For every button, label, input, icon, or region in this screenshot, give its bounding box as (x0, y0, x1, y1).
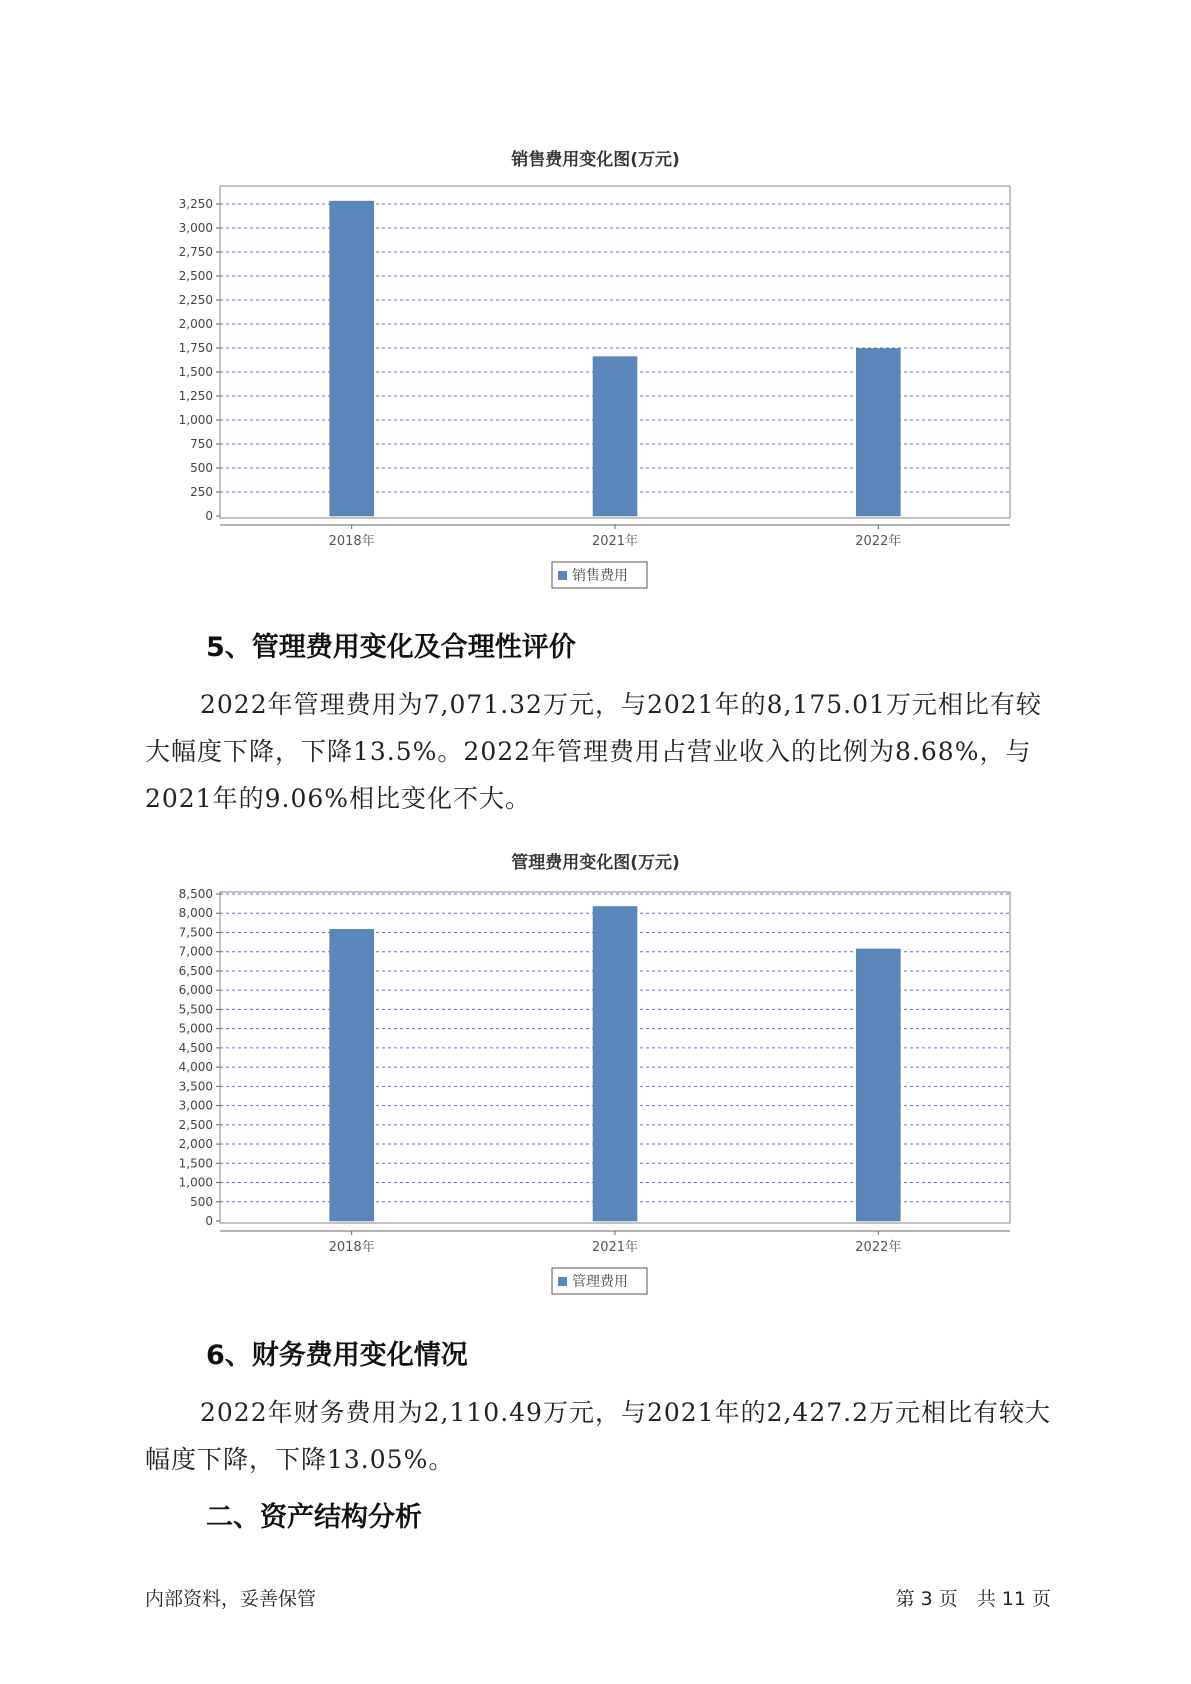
bar-2021年 (593, 907, 637, 1221)
y-tick-label: 3,500 (178, 1079, 213, 1094)
y-tick-label: 250 (190, 485, 213, 499)
y-tick-label: 2,250 (178, 293, 213, 307)
x-tick-label: 2018年 (328, 1240, 375, 1255)
y-tick-label: 1,000 (178, 413, 213, 427)
footer-left: 内部资料，妥善保管 (145, 1588, 317, 1610)
y-tick-label: 4,500 (178, 1040, 213, 1055)
section-5-paragraph: 2022年管理费用为7,071.32万元，与2021年的8,175.01万元相比有较大幅度下降，下降13.5%。2022年管理费用占营业收入的比例为8.68%，与2021年的9.06%相比变化不大。 (145, 690, 1042, 813)
y-tick-label: 2,500 (178, 269, 213, 283)
y-tick-label: 3,000 (178, 221, 213, 235)
y-tick-label: 6,000 (178, 983, 213, 998)
y-tick-label: 2,000 (178, 1137, 213, 1152)
x-tick-label: 2021年 (591, 534, 639, 549)
bar-2022年 (856, 949, 900, 1221)
y-tick-label: 0 (205, 1214, 213, 1228)
admin-expense-chart (0, 880, 1191, 1320)
legend-swatch (558, 571, 567, 580)
y-tick-label: 1,250 (178, 389, 213, 403)
y-tick-label: 500 (190, 461, 213, 475)
y-tick-label: 0 (205, 509, 213, 523)
legend-label: 管理费用 (572, 1274, 628, 1290)
legend-swatch (558, 1277, 567, 1286)
y-tick-label: 6,500 (178, 963, 213, 978)
y-tick-label: 2,500 (178, 1117, 213, 1132)
x-tick-label: 2018年 (328, 534, 375, 549)
section-6-heading: 6、财务费用变化情况 (206, 1340, 468, 1371)
y-tick-label: 8,500 (178, 887, 213, 901)
y-tick-label: 1,750 (178, 341, 213, 355)
x-tick-label: 2022年 (855, 534, 902, 549)
y-tick-label: 5,000 (178, 1021, 213, 1036)
y-tick-label: 3,000 (178, 1098, 213, 1113)
y-tick-label: 8,000 (178, 906, 213, 921)
y-tick-label: 2,750 (178, 245, 213, 259)
y-tick-label: 1,500 (178, 365, 213, 379)
legend-label: 销售费用 (572, 568, 628, 584)
bar-2021年 (593, 357, 637, 516)
y-tick-label: 500 (190, 1194, 213, 1209)
y-tick-label: 7,000 (178, 944, 213, 959)
x-tick-label: 2021年 (591, 1240, 639, 1255)
y-tick-label: 2,000 (178, 317, 213, 331)
footer-page-number: 第 3 页 共 11 页 (895, 1588, 1051, 1610)
section-two-heading: 二、资产结构分析 (206, 1502, 422, 1533)
chart-title-admin-expense: 管理费用变化图(万元) (511, 853, 680, 873)
bar-2018年 (330, 201, 374, 516)
x-tick-label: 2022年 (855, 1240, 902, 1255)
y-tick-label: 7,500 (178, 925, 213, 940)
y-tick-label: 1,000 (178, 1175, 213, 1190)
bar-2018年 (330, 929, 374, 1221)
sales-expense-chart (0, 180, 1191, 620)
y-tick-label: 4,000 (178, 1060, 213, 1075)
y-tick-label: 750 (190, 437, 213, 451)
section-6-paragraph: 2022年财务费用为2,110.49万元，与2021年的2,427.2万元相比有较大幅度下降，下降13.05%。 (145, 1398, 1051, 1474)
bar-2022年 (856, 348, 900, 516)
y-tick-label: 5,500 (178, 1002, 213, 1017)
chart-title-sales-expense: 销售费用变化图(万元) (511, 150, 680, 170)
section-5-heading: 5、管理费用变化及合理性评价 (206, 632, 576, 663)
y-tick-label: 1,500 (178, 1156, 213, 1171)
y-tick-label: 3,250 (178, 197, 213, 211)
